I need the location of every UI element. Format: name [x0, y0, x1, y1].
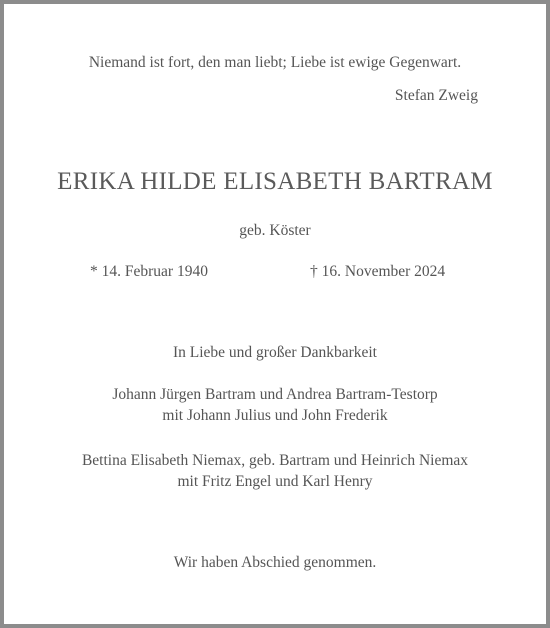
family-1-line-2: mit Johann Julius und John Frederik: [162, 407, 388, 424]
quote-author: Stefan Zweig: [394, 87, 478, 104]
death-date: † 16. November 2024: [310, 263, 446, 280]
maiden-name: geb. Köster: [239, 222, 311, 239]
deceased-name: ERIKA HILDE ELISABETH BARTRAM: [57, 168, 493, 195]
family-1-line-1: Johann Jürgen Bartram und Andrea Bartram-Testorp: [112, 386, 438, 403]
family-2-line-1: Bettina Elisabeth Niemax, geb. Bartram und Heinrich Niemax: [81, 452, 469, 469]
birth-date: * 14. Februar 1940: [90, 263, 208, 280]
family-2-line-2: mit Fritz Engel und Karl Henry: [177, 473, 373, 490]
closing-text: Wir haben Abschied genommen.: [173, 554, 377, 571]
mourners-intro: In Liebe und großer Dankbarkeit: [172, 344, 377, 361]
quote-text: Niemand ist fort, den man liebt; Liebe ist ewige Gegenwart.: [88, 54, 462, 71]
